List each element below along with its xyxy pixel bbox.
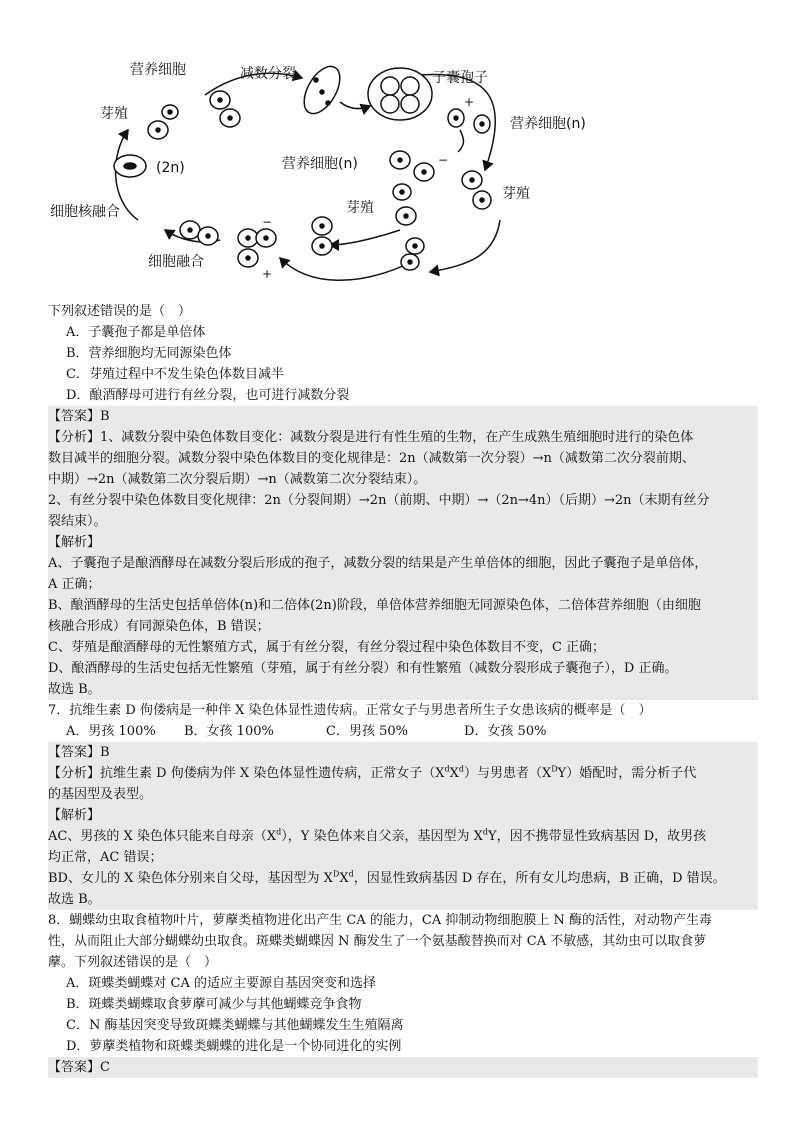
sign-minus-fusion: − — [262, 215, 273, 229]
q6-option-c: C．芽殖过程中不发生染色体数目减半 — [66, 367, 284, 382]
arrow-bottom-to-fusion — [280, 258, 405, 280]
q8-stem-line: 8．蝴蝶幼虫取食植物叶片，萝藦类植物进化出产生 CA 的能力，CA 抑制动物细胞膜上 N 酶的活性，对动物产生毒 — [48, 913, 712, 928]
q8-stem-line: 藦。下列叙述错误的是（ ） — [48, 955, 218, 970]
q7-analysis-line: 【分析】抗维生素 D 佝偻病为伴 X 染色体显性遗传病，正常女子$(X^dX^d)$与男患者$(X^DY)$婚配时，需分析子代 — [48, 763, 758, 784]
q6-analysis-line: 数目减半的细胞分裂。减数分裂中染色体数目的变化规律是：2n（减数第一次分裂）→n（减数第二次分裂前期、 — [48, 448, 758, 469]
q6-analysis-line: 【分析】1、减数分裂中染色体数目变化：减数分裂是进行有性生殖的生物，在产生成熟生殖细胞时进行的染色体 — [48, 427, 758, 448]
q8-option-d: D．萝藦类植物和斑蝶类蝴蝶的进化是一个协同进化的实例 — [66, 1039, 402, 1054]
label-budding-left: 芽殖 — [100, 106, 128, 122]
q7-conclusion: 故选 B。 — [48, 889, 758, 910]
label-budding-mid: 芽殖 — [346, 200, 374, 216]
q6-jiexi-line: C、芽殖是酿酒酵母的无性繁殖方式，属于有丝分裂，有丝分裂过程中染色体数目不变，C 正确； — [48, 637, 758, 658]
q8-option-a: A．斑蝶类蝴蝶对 CA 的适应主要源自基因突变和选择 — [66, 976, 376, 991]
q7-options — [48, 721, 758, 742]
label-cell-fusion: 细胞融合 — [148, 254, 204, 270]
q6-analysis-line: 2、有丝分裂中染色体数目变化规律：2n（分裂间期）→2n（前期、中期）→（2n→4n）（后期）→2n（末期有丝分 — [48, 490, 758, 511]
arrow-right-loop — [430, 220, 500, 272]
q7-stem: 7．抗维生素 D 佝偻病是一种伴 X 染色体显性遗传病。正常女子与男患者所生子女患该病的概率是（ ） — [48, 703, 652, 718]
sign-plus-ascus: + — [464, 95, 475, 109]
q7-jiexi-title: 【解析】 — [48, 805, 758, 826]
q7-option-c: C．男孩 50% — [326, 724, 408, 739]
arrow-meiosis-to-ascus — [340, 102, 370, 109]
label-ascospore: 子囊孢子 — [432, 70, 488, 86]
label-nuclear-fusion: 细胞核融合 — [50, 204, 120, 220]
sign-plus-fusion: + — [262, 267, 273, 281]
q6-jiexi-line: A 正确； — [48, 574, 758, 595]
label-budding-right: 芽殖 — [502, 186, 530, 202]
q8-option-b: B．斑蝶类蝴蝶取食萝藦可减少与其他蝴蝶竞争食物 — [66, 997, 362, 1012]
q6-option-b: B．营养细胞均无同源染色体 — [66, 346, 232, 361]
q6-answer: 【答案】B — [48, 406, 758, 427]
q8-answer: 【答案】C — [48, 1057, 758, 1078]
q8-stem-line: 性，从而阻止大部分蝴蝶幼虫取食。斑蝶类蝴蝶因 N 酶发生了一个氨基酸替换而对 CA 不敏感，其幼虫可以取食萝 — [48, 934, 707, 949]
q6-analysis-line: 中期）→2n（减数第二次分裂后期）→n（减数第二次分裂结束）。 — [48, 469, 758, 490]
q6-analysis-line: 裂结束）。 — [48, 511, 758, 532]
label-vegetative-n-right: 营养细胞(n) — [510, 116, 586, 132]
label-top-vegetative: 营养细胞 — [130, 62, 186, 78]
q6-jiexi-line: 核融合形成）有同源染色体，B 错误； — [48, 616, 758, 637]
q6-option-a: A．子囊孢子都是单倍体 — [66, 325, 206, 340]
yeast-life-cycle-diagram — [40, 40, 720, 295]
q6-option-d: D．酿酒酵母可进行有丝分裂，也可进行减数分裂 — [66, 388, 350, 403]
question-document — [48, 301, 758, 1078]
q6-jiexi-line: D、酿酒酵母的生活史包括无性繁殖（芽殖，属于有丝分裂）和有性繁殖（减数分裂形成子囊孢子），D 正确。 — [48, 658, 758, 679]
q7-jiexi-ac-cont: 均正常，AC 错误； — [48, 847, 758, 868]
sign-minus-mid: − — [438, 153, 449, 167]
arrow-ascus-to-vegetative — [458, 130, 464, 152]
q6-jiexi-title: 【解析】 — [48, 532, 758, 553]
q8-option-c: C．N 酶基因突变导致斑蝶类蝴蝶与其他蝴蝶发生生殖隔离 — [66, 1018, 404, 1033]
q6-jiexi-line: A、子囊孢子是酿酒酵母在减数分裂后形成的孢子，减数分裂的结果是产生单倍体的细胞，因此子囊孢子是单倍体， — [48, 553, 758, 574]
arrow-mid-bud-down — [330, 230, 400, 245]
q7-jiexi-ac: AC、男孩的 X 染色体只能来自母亲$(X^d)$，Y 染色体来自父亲，基因型为 $X^dY$，因不携带显性致病基因 D，故男孩 — [48, 826, 758, 847]
q7-option-a: A．男孩 100% — [66, 724, 156, 739]
label-meiosis: 减数分裂 — [240, 66, 296, 82]
label-vegetative-n-mid: 营养细胞(n) — [282, 156, 358, 172]
q7-option-d: D．女孩 50% — [464, 724, 547, 739]
q7-jiexi-bd: BD、女儿的 X 染色体分别来自父母，基因型为 $X^DX^d$，因显性致病基因 D 存在，所有女儿均患病，B 正确，D 错误。 — [48, 868, 758, 889]
q7-analysis-line: 的基因型及表型。 — [48, 784, 758, 805]
q7-option-b: B．女孩 100% — [184, 724, 274, 739]
label-diploid: (2n) — [156, 160, 185, 176]
q6-jiexi-line: 故选 B。 — [48, 679, 758, 700]
q6-jiexi-line: B、酿酒酵母的生活史包括单倍体(n)和二倍体(2n)阶段，单倍体营养细胞无同源染色体，二倍体营养细胞（由细胞 — [48, 595, 758, 616]
q7-answer: 【答案】B — [48, 742, 758, 763]
q6-stem: 下列叙述错误的是（ ） — [48, 304, 192, 319]
